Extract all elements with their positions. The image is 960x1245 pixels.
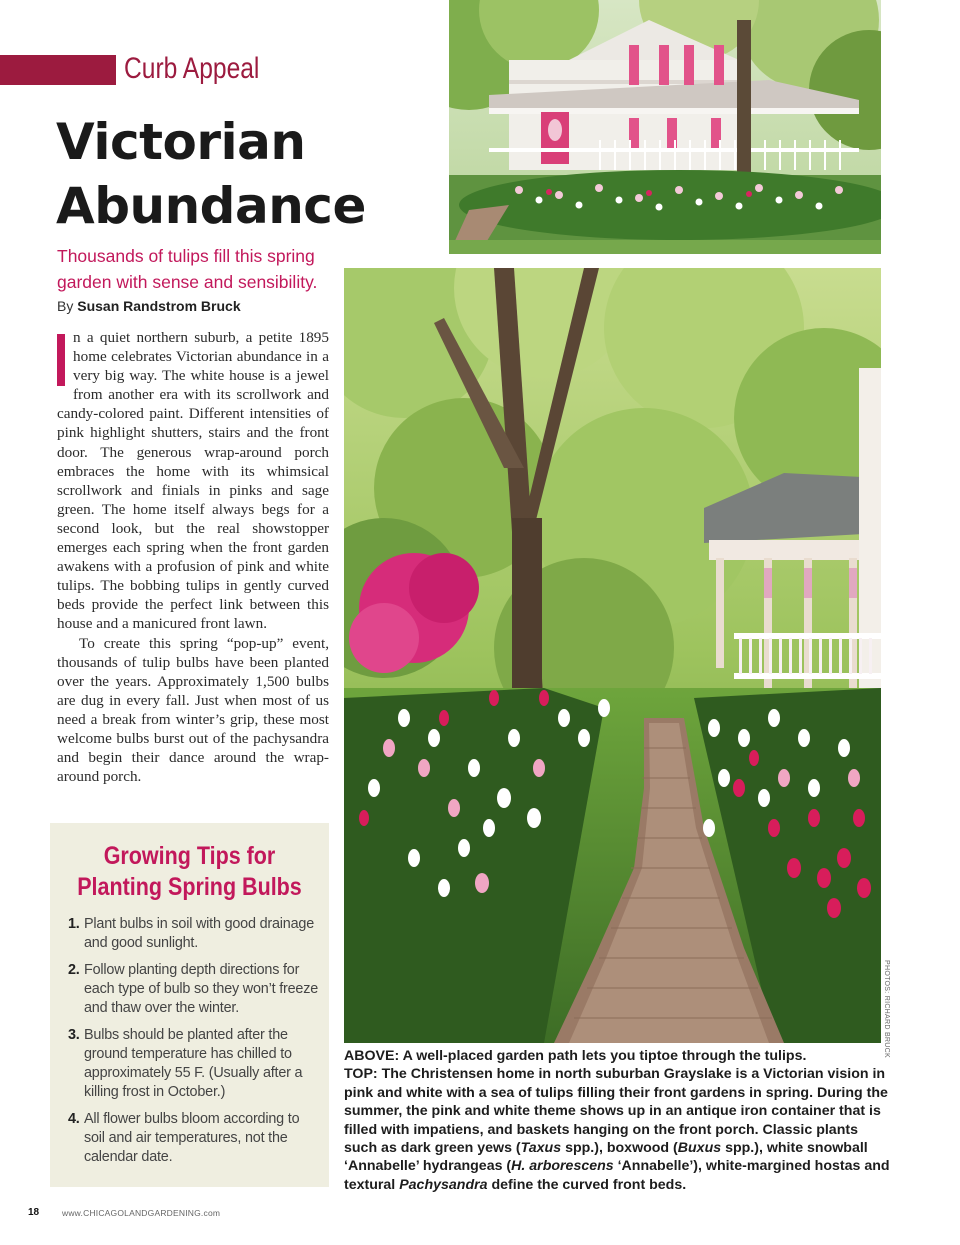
drop-cap bbox=[57, 334, 65, 386]
headline bbox=[56, 110, 436, 238]
byline-author: Susan Randstrom Bruck bbox=[77, 298, 241, 314]
body-paragraph-1: n a quiet northern suburb, a petite 1895 home celebrates Victorian abundance in a very big way. The white house is a jewel from another era with its scrollwork and candy-colored paint. Different intensities of pink highlight shutters, stairs and the front door. The generous wrap-around porch embraces the home with its whimsical scrollwork and finials in pinks and sage green. The home itself always begs for a second look, but the real showstopper emerges each spring when the front garden awakens with a profusion of pink and white tulips. The bobbing tulips in gently curved beds provide the perfect link between this house and a manicured front lawn. bbox=[57, 329, 329, 633]
garden-path-photo bbox=[344, 268, 881, 1043]
tips-list bbox=[68, 915, 318, 1175]
tips-sidebar bbox=[50, 823, 329, 1187]
deck: Thousands of tulips fill this spring garden with sense and sensibility. bbox=[57, 246, 318, 292]
byline bbox=[57, 298, 241, 314]
headline-line-2: Abundance bbox=[56, 177, 366, 235]
photo-credit: PHOTOS: RICHARD BRUCK bbox=[883, 960, 890, 1058]
photo-caption bbox=[344, 1047, 892, 1194]
section-label: Curb Appeal bbox=[124, 52, 260, 85]
tip-item: 1. Plant bulbs in soil with good drainage and good sunlight. bbox=[68, 916, 315, 951]
footer-url[interactable]: www.CHICAGOLANDGARDENING.com bbox=[62, 1208, 221, 1218]
tips-title-line-1: Growing Tips for bbox=[103, 842, 276, 870]
headline-line-1: Victorian bbox=[56, 113, 306, 171]
tips-title-line-2: Planting Spring Bulbs bbox=[77, 873, 302, 901]
tips-title bbox=[70, 841, 310, 903]
article-body bbox=[57, 328, 329, 786]
tip-item: 4. All flower bulbs bloom according to soil and air temperatures, not the calendar date. bbox=[68, 1111, 300, 1165]
tip-item: 3. Bulbs should be planted after the ground temperature has chilled to approximately 55 F. (Usually after a killing frost in October.) bbox=[68, 1027, 303, 1100]
tip-item: 2. Follow planting depth directions for each type of bulb so they won’t freeze and thaw over the winter. bbox=[68, 962, 318, 1016]
byline-prefix: By bbox=[57, 298, 74, 314]
caption-top: TOP: The Christensen home in north suburban Grayslake is a Victorian vision in pink and white with a sea of tulips filling their front gardens in spring. During the summer, the pink and white theme shows up in an antique iron container that is filled with impatiens, and baskets hanging on the front porch. Classic plants such as dark green yews (Taxus spp.), boxwood (Buxus spp.), white snowball ‘Annabelle’ hydrangeas (H. arborescens ‘Annabelle’), white-margined hostas and textural Pachysandra define the curved front beds. bbox=[344, 1066, 890, 1193]
section-bar bbox=[0, 55, 116, 85]
body-paragraph-2: To create this spring “pop-up” event, thousands of tulip bulbs have been planted over the years. Approximately 1,500 bulbs are dug in every fall. Just when most of us need a break from winter’s grip, these most welcome bulbs burst out of the pachysandra and begin their dance around the wrap-around porch. bbox=[57, 634, 329, 786]
page-number: 18 bbox=[28, 1207, 40, 1218]
caption-above: ABOVE: A well-placed garden path lets you tiptoe through the tulips. bbox=[344, 1048, 807, 1064]
house-photo bbox=[449, 0, 881, 254]
